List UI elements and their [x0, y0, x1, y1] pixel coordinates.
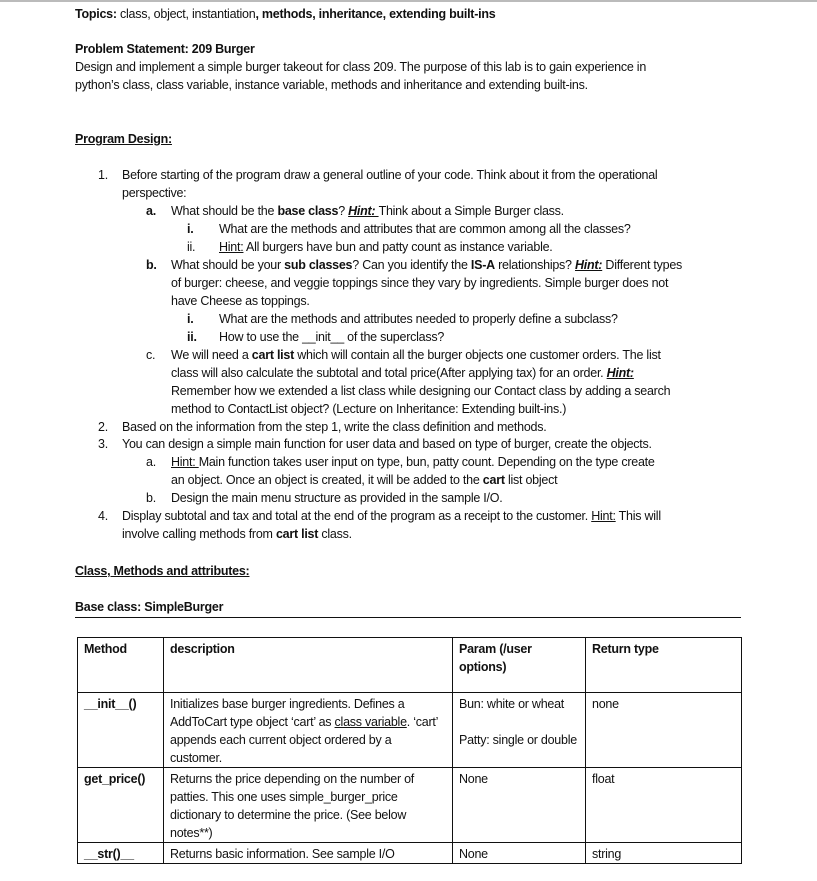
text-run: ? Can you identify the — [352, 258, 471, 272]
text-run: Program Design: — [75, 132, 172, 146]
text-run: 4. — [98, 509, 108, 523]
text-run: ? — [338, 204, 349, 218]
text-line — [171, 382, 670, 400]
header-method: Method — [78, 638, 164, 693]
text-run: cart list — [275, 527, 319, 541]
text-line — [98, 166, 108, 184]
text-run: relationships? — [494, 258, 575, 272]
text-line — [171, 346, 661, 364]
text-run: Hint: — [219, 240, 244, 254]
method-params: None — [453, 843, 586, 864]
text-line — [75, 130, 172, 148]
text-run: Before starting of the program draw a general outline of your code. Think about it from the operational — [122, 168, 658, 182]
text-line — [219, 310, 618, 328]
text-run: involve calling methods from — [122, 527, 276, 541]
text-line — [146, 202, 156, 220]
text-run: Different types — [602, 258, 683, 272]
text-line — [146, 453, 156, 471]
param-patty: Patty: single or double — [459, 733, 577, 747]
text-line — [187, 310, 193, 328]
text-line — [98, 418, 108, 436]
text-run: How to use the __init__ of the superclass? — [219, 330, 445, 344]
text-run: Problem Statement: 209 Burger — [75, 42, 255, 56]
text-run: What should be your — [171, 258, 285, 272]
text-line — [171, 256, 682, 274]
text-line — [171, 489, 502, 507]
text-run: Think about a Simple Burger class. — [378, 204, 564, 218]
text-run: 2. — [98, 420, 108, 434]
header-description: description — [164, 638, 453, 693]
method-params — [453, 693, 586, 768]
text-run: Hint: — [171, 455, 199, 469]
text-line — [75, 598, 223, 616]
text-run: ii. — [187, 330, 197, 344]
description-text: . ‘cart’ appends each current object ordered by a customer. — [170, 715, 438, 765]
text-line — [171, 292, 310, 310]
divider — [75, 617, 741, 618]
text-line — [146, 489, 156, 507]
text-line — [75, 562, 249, 580]
text-run: b. — [146, 491, 156, 505]
text-run: We will need a — [171, 348, 252, 362]
text-run: Display subtotal and tax and total at the end of the program as a receipt to the customer. — [122, 509, 592, 523]
text-run: of burger: cheese, and veggie toppings since they vary by ingredients. Simple burger does not — [171, 276, 669, 290]
text-run: Design and implement a simple burger takeout for class 209. The purpose of this lab is to gain experience in — [75, 60, 647, 74]
table-header-row — [78, 638, 742, 693]
text-run: Hint: — [591, 509, 616, 523]
text-run: i. — [187, 222, 194, 236]
text-line — [146, 346, 155, 364]
text-run: 3. — [98, 437, 108, 451]
text-line — [122, 418, 546, 436]
text-run: sub classes — [284, 258, 353, 272]
text-line — [75, 76, 588, 94]
method-params: None — [453, 768, 586, 843]
table-row — [78, 843, 742, 864]
text-run: What are the methods and attributes that are common among all the classes? — [219, 222, 631, 236]
description-text: Initializes base burger ingredients. Defines a AddToCart type object ‘cart’ as — [170, 697, 405, 729]
text-line — [75, 40, 255, 58]
text-run: Hint: — [348, 204, 379, 218]
text-run: ii. — [187, 240, 196, 254]
method-name: __init__() — [78, 693, 164, 768]
text-line — [171, 471, 557, 489]
text-run: a. — [146, 455, 156, 469]
text-run: Hint: — [574, 258, 603, 272]
text-run: 1. — [98, 168, 108, 182]
text-line — [122, 507, 661, 525]
text-run: Remember how we extended a list class while designing our Contact class by adding a search — [171, 384, 671, 398]
text-line — [171, 274, 668, 292]
text-run: base class — [277, 204, 339, 218]
text-run: Design the main menu structure as provided in the sample I/O. — [171, 491, 503, 505]
header-param: Param (/user options) — [453, 638, 586, 693]
text-line — [219, 220, 631, 238]
method-description — [164, 693, 453, 768]
text-run: an object. Once an object is created, it will be added to the — [171, 473, 483, 487]
text-run: have Cheese as toppings. — [171, 294, 310, 308]
text-run: list object — [504, 473, 558, 487]
text-run: cart — [482, 473, 505, 487]
text-run: , methods, inheritance, extending built-ins — [255, 7, 496, 21]
text-line — [171, 400, 566, 418]
text-run: Base class: SimpleBurger — [75, 600, 224, 614]
text-line — [187, 220, 193, 238]
text-line — [122, 435, 652, 453]
text-run: What should be the — [171, 204, 278, 218]
text-run: This will — [615, 509, 661, 523]
text-run: class, object, instantiation — [116, 7, 256, 21]
text-line — [219, 328, 444, 346]
return-type: string — [586, 843, 742, 864]
text-line — [187, 238, 195, 256]
text-run: c. — [146, 348, 156, 362]
text-line — [75, 5, 495, 23]
return-type: float — [586, 768, 742, 843]
text-run: Topics: — [75, 7, 117, 21]
table-row — [78, 693, 742, 768]
text-run: IS-A — [470, 258, 495, 272]
method-description: Returns basic information. See sample I/O — [164, 843, 453, 864]
text-run: cart list — [251, 348, 295, 362]
text-line — [171, 364, 634, 382]
text-run: python’s class, class variable, instance variable, methods and inheritance and extending built-ins. — [75, 78, 588, 92]
text-run: What are the methods and attributes needed to properly define a subclass? — [219, 312, 618, 326]
text-run: You can design a simple main function for user data and based on type of burger, create the objects. — [122, 437, 652, 451]
text-line — [75, 58, 646, 76]
text-line — [146, 256, 157, 274]
method-name: get_price() — [78, 768, 164, 843]
text-run: Based on the information from the step 1, write the class definition and methods. — [122, 420, 547, 434]
text-run: method to ContactList object? (Lecture on Inheritance: Extending built-ins.) — [171, 402, 567, 416]
text-run: Hint: — [606, 366, 634, 380]
text-run: Main function takes user input on type, bun, patty count. Depending on the type create — [198, 455, 655, 469]
text-run: Class, Methods and attributes: — [75, 564, 250, 578]
text-run: class will also calculate the subtotal and total price(After applying tax) for an order. — [171, 366, 607, 380]
text-line — [187, 328, 197, 346]
text-run: i. — [187, 312, 194, 326]
description-underlined: class variable — [334, 715, 407, 729]
param-bun: Bun: white or wheat — [459, 697, 565, 711]
text-run: b. — [146, 258, 157, 272]
table-row — [78, 768, 742, 843]
text-run: which will contain all the burger objects one customer orders. The list — [294, 348, 661, 362]
text-run: perspective: — [122, 186, 187, 200]
method-name: __str()__ — [78, 843, 164, 864]
method-description: Returns the price depending on the number of patties. This one uses simple_burger_price dictionary to determine the price. (See below notes**) — [164, 768, 453, 843]
return-type: none — [586, 693, 742, 768]
text-line — [122, 166, 657, 184]
text-line — [219, 238, 553, 256]
methods-table — [77, 637, 742, 864]
text-line — [171, 202, 564, 220]
text-run: All burgers have bun and patty count as instance variable. — [243, 240, 553, 254]
header-return-type: Return type — [586, 638, 742, 693]
text-line — [98, 435, 108, 453]
text-line — [122, 525, 352, 543]
text-line — [122, 184, 186, 202]
text-run: class. — [318, 527, 352, 541]
text-run: a. — [146, 204, 156, 218]
text-line — [98, 507, 108, 525]
text-line — [171, 453, 655, 471]
